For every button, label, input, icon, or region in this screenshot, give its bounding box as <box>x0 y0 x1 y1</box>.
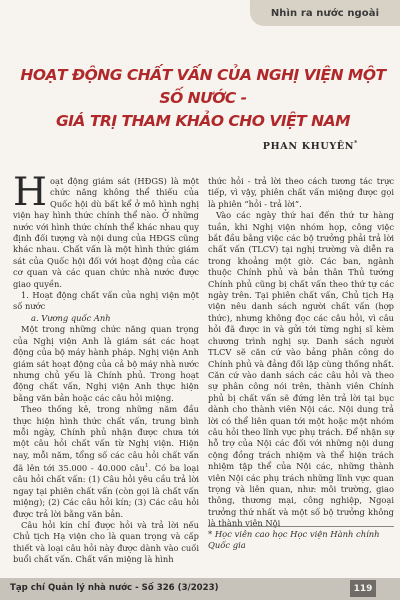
intro-paragraph: Hoạt động giám sát (HĐGS) là một chức năng không thể thiếu của Quốc hội dù bất kể ở mô hình nghị viện hay hình thức chính thể nào. Ở những nước với hình thức chính thể khác nhau quy định đối tượng và nội dung của HĐGS cũng khác nhau. Chất vấn là một hình thức giám sát của Quốc hội đối với hoạt động của các cơ quan và các quan chức nhà nước được giao quyền. <box>13 170 199 289</box>
article-title-line-2: GIÁ TRỊ THAM KHẢO CHO VIỆT NAM <box>55 112 351 130</box>
body-paragraph: Theo thống kê, trong những năm đầu thực hiện hình thức chất vấn, trung bình mỗi ngày, Chính phủ nhận được chưa tới một câu hỏi chất vấn từ Nghị viện. Hiện nay, mỗi năm, tổng số các câu hỏi chất vấn đã lên tới 35.000 - 40.000 câu$^1$. Có ba loại câu hỏi chất vấn: (1) Câu hỏi yêu cầu trả lời ngay tại phiên chất vấn (còn gọi là chất vấn miệng); (2) Các câu hỏi kín; (3) Các câu hỏi được trả lời bằng văn bản. <box>13 404 199 519</box>
journal-citation: Tạp chí Quản lý nhà nước - Số 326 (3/2023) <box>10 583 219 593</box>
drop-cap: H <box>13 170 48 215</box>
section-heading-1: 1. Hoạt động chất vấn của nghị viện một số nước <box>13 290 199 312</box>
left-column <box>13 170 199 566</box>
footnote-divider <box>208 526 394 527</box>
article-author <box>263 140 358 152</box>
citation-mark: 1 <box>144 463 149 470</box>
author-name: PHAN KHUYÊN <box>262 141 355 153</box>
section-tab <box>250 0 400 26</box>
author-footnote-mark: * <box>354 140 358 147</box>
body-paragraph: Một trong những chức năng quan trọng của Nghị viện Anh là giám sát các hoạt động của bộ máy hành pháp. Nghị viện Anh giám sát hoạt động của cả bộ máy nhà nước nhưng chủ yếu là Chính phủ. Trong hoạt động chất vấn, Nghị viện Anh thực hiện bằng văn bản hoặc các câu hỏi miệng. <box>13 324 199 403</box>
page-number: 119 <box>350 580 376 597</box>
body-paragraph: thức hỏi - trả lời theo cách tương tác trực tiếp, vì vậy, phiên chất vấn miệng được gọi là phiên “hỏi - trả lời”. <box>208 176 394 209</box>
section-label: Nhìn ra nước ngoài <box>270 7 380 19</box>
right-column <box>208 176 394 530</box>
article-title <box>14 64 392 133</box>
subsection-heading-uk: a. Vương quốc Anh <box>31 312 111 323</box>
body-paragraph: Vào các ngày thứ hai đến thứ tư hàng tuần, khi Nghị viện nhóm họp, công việc bắt đầu bằng việc các bộ trưởng phải trả lời chất vấn (TLCV) tại nghị trường và diễn ra trong khoảng một giờ. Các ban, ngành thuộc Chính phủ và bản thân Thủ tướng Chính phủ cũng bị chất vấn theo thứ tự các ngày trên. Tại phiên chất vấn, Chủ tịch Hạ viện nêu danh sách người chất vấn (hợp thức), nhưng không đọc các câu hỏi, vì câu hỏi đã được in và gửi tới từng nghị sĩ kèm chương trình nghị sự. Danh sách người TLCV sẽ căn cứ vào bảng phân công do Chính phủ và đảng đối lập cùng thống nhất. Căn cứ vào danh sách các câu hỏi và theo sự phân công nói trên, thành viên Chính phủ bị chất vấn sẽ đứng lên trả lời tại bục dành cho thành viên Nội các. Nội dung trả lời có thể liên quan tới một hoặc một nhóm câu hỏi theo lĩnh vực phụ trách. Để nhận sự hỗ trợ của Nội các đối với những nội dung cộng đồng trách nhiệm và thể hiện trách nhiệm tập thể của Nội các, những thành viên Nội các phụ trách những lĩnh vực quan trọng và liên quan, như: môi trường, giao thông, thương mại, công nghiệp, Ngoại trưởng thứ nhất và một số bộ trưởng không là thành viên Nội <box>208 210 394 529</box>
body-paragraph: Câu hỏi kín chỉ được hỏi và trả lời nếu Chủ tịch Hạ viện cho là quan trọng và cấp thiết và loại câu hỏi này được dành vào cuối buổi chất vấn. Chất vấn miệng là hình <box>13 519 199 565</box>
article-title-line-1: HOẠT ĐỘNG CHẤT VẤN CỦA NGHỊ VIỆN MỘT SỐ NƯỚC - <box>20 66 386 107</box>
author-footnote: * Học viên cao học Học viện Hành chính Quốc gia <box>208 529 380 551</box>
